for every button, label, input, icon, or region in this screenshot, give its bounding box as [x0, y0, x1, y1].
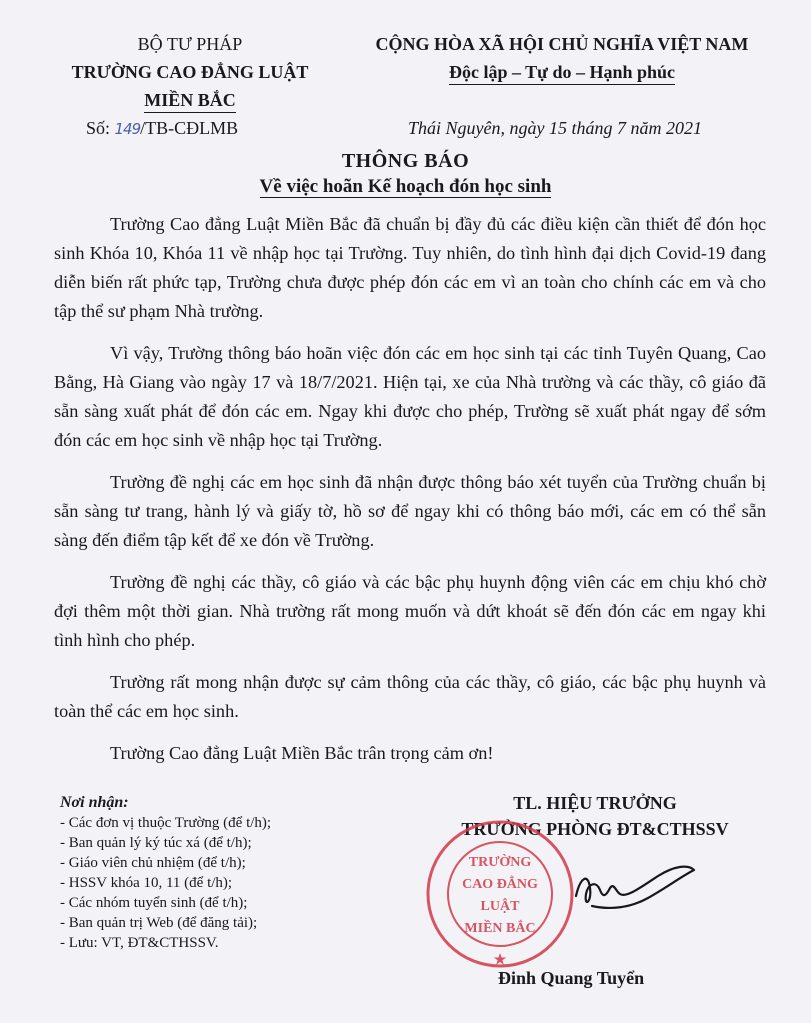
document-subtitle [0, 176, 811, 198]
body-paragraph: Trường rất mong nhận được sự cảm thông của các thầy, cô giáo, các bậc phụ huynh và toàn thể các em học sinh. [54, 672, 766, 721]
star-icon: ★ [493, 953, 507, 968]
recipient-item: - Lưu: VT, ĐT&CTHSSV. [60, 935, 219, 951]
issuer-header [40, 30, 340, 114]
recipient-item: - Các đơn vị thuộc Trường (để t/h); [60, 815, 272, 831]
signer-name: Đinh Quang Tuyển [498, 968, 645, 988]
body-paragraph: Trường đề nghị các thầy, cô giáo và các bậc phụ huynh động viên các em chịu khó chờ đợi thêm một thời gian. Nhà trường rất mong muốn và dứt khoát sẽ đến đón các em ngay khi tình hình cho phép. [54, 572, 766, 650]
recipients-list [60, 813, 400, 953]
recipients-heading: Nơi nhận: [60, 794, 129, 811]
recipients-block [60, 793, 400, 953]
document-title: THÔNG BÁO [341, 150, 470, 172]
national-motto: Độc lập – Tự do – Hạnh phúc [449, 60, 675, 85]
recipient-item: - Giáo viên chủ nhiệm (để t/h); [60, 855, 246, 871]
body-paragraph: Vì vậy, Trường thông báo hoãn việc đón các em học sinh tại các tỉnh Tuyên Quang, Cao Bằng, Hà Giang vào ngày 17 và 18/7/2021. Hiện tại, xe của Nhà trường và các thầy, cô giáo đã sẵn sàng xuất phát để đón các em. Ngay khi được cho phép, Trường sẽ xuất phát ngay để sớm đón các em học sinh về nhập học tại Trường. [54, 343, 766, 450]
national-header [352, 30, 772, 86]
document-number-prefix: Số: [86, 118, 111, 138]
stamp-text-line: CAO ĐẲNG [462, 877, 538, 892]
stamp-text-line: LUẬT [480, 899, 520, 914]
signature-title: TRƯỞNG PHÒNG ĐT&CTHSSV [461, 819, 729, 839]
school-name-line1: TRƯỜNG CAO ĐẲNG LUẬT [71, 62, 309, 82]
document-subtitle-text: Về việc hoãn Kế hoạch đón học sinh [259, 176, 552, 197]
stamp-text-line: MIỀN BẮC [464, 921, 536, 936]
signature-authority: TL. HIỆU TRƯỞNG [513, 793, 677, 813]
document-number-suffix: /TB-CĐLMB [140, 118, 239, 138]
document-number-handwritten: 149 [114, 120, 141, 138]
ministry-name: BỘ TƯ PHÁP [137, 34, 243, 54]
stamp-text-line: TRƯỜNG [468, 855, 532, 870]
school-name-line2: MIỀN BẮC [144, 88, 236, 113]
recipient-item: - HSSV khóa 10, 11 (để t/h); [60, 875, 233, 891]
document-body [54, 210, 766, 781]
place-and-date: Thái Nguyên, ngày 15 tháng 7 năm 2021 [408, 118, 702, 138]
body-paragraph: Trường đề nghị các em học sinh đã nhận được thông báo xét tuyển của Trường chuẩn bị sẵn sàng tư trang, hành lý và giấy tờ, hồ sơ để ngay khi có thông báo mới, các em có thể sẵn sàng đến điểm tập kết để xe đón về Trường. [54, 472, 766, 550]
recipient-item: - Các nhóm tuyển sinh (để t/h); [60, 895, 248, 911]
official-seal-stamp [424, 818, 576, 970]
recipient-item: - Ban quản trị Web (để đăng tải); [60, 915, 258, 931]
body-paragraph: Trường Cao đẳng Luật Miền Bắc đã chuẩn bị đầy đủ các điều kiện cần thiết để đón học sinh Khóa 10, Khóa 11 về nhập học tại Trường. Tuy nhiên, do tình hình đại dịch Covid-19 đang diễn biến rất phức tạp, Trường chưa được phép đón các em vì an toàn cho chính các em và cho tập thể sư phạm Nhà trường. [54, 214, 766, 321]
country-name: CỘNG HÒA XÃ HỘI CHỦ NGHĨA VIỆT NAM [375, 34, 749, 54]
document-number [86, 118, 238, 139]
recipient-item: - Ban quản lý ký túc xá (để t/h); [60, 835, 252, 851]
handwritten-signature-icon [570, 858, 700, 918]
body-paragraph: Trường Cao đẳng Luật Miền Bắc trân trọng cảm ơn! [110, 743, 494, 763]
